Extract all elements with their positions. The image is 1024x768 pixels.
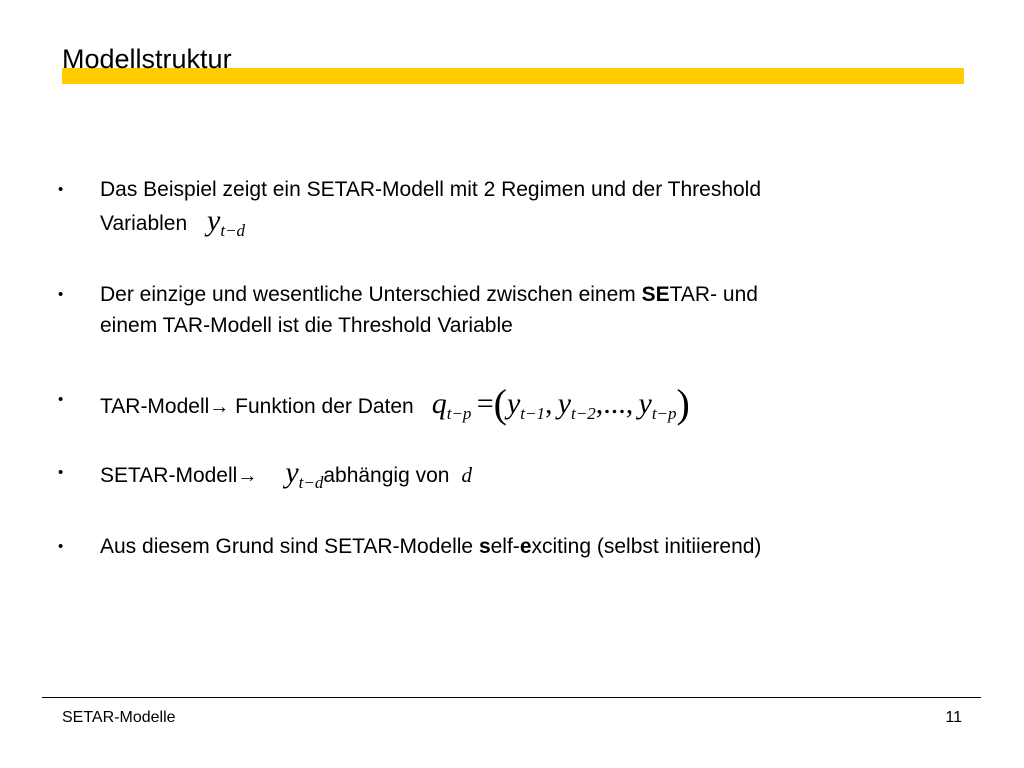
bullet-3-line-1: [100, 381, 940, 426]
bullet-2-line-2: einem TAR-Modell ist die Threshold Variable: [100, 314, 513, 337]
bullet-4-text-setar: SETAR-Modell: [100, 464, 238, 487]
formula-sub-t-2: t−2: [571, 404, 596, 423]
formula-sub-t-p-2: t−p: [651, 404, 677, 423]
bullet-5-text-a: Aus diesem Grund sind SETAR-Modelle: [100, 535, 479, 558]
bullet-3-text-tar: TAR-Modell: [100, 395, 210, 418]
formula-close-paren: ): [676, 381, 690, 426]
bullet-marker: •: [58, 538, 64, 555]
formula-var-y2: y: [557, 387, 572, 420]
footer-divider: [42, 697, 981, 698]
slide-title: Modellstruktur: [62, 44, 232, 74]
bullet-5-bold-s: s: [478, 535, 491, 558]
bullet-2-line-1: [100, 279, 940, 310]
arrow-right-icon: →: [209, 396, 230, 418]
bullet-2-text-a: Der einzige und wesentliche Unterschied zwischen einem: [100, 283, 642, 306]
formula-var-y: y: [285, 456, 299, 489]
bullet-5-text-b: elf-: [490, 535, 520, 558]
formula-sub-t-p: t−p: [446, 404, 472, 423]
formula-comma: ,: [544, 387, 553, 420]
formula-ellipsis: ,...,: [595, 387, 634, 420]
bullet-marker: •: [58, 391, 64, 408]
bullet-4-text-abhaengig: abhängig von: [323, 464, 450, 487]
bullet-5-bold-e: e: [519, 535, 532, 558]
bullet-text: [100, 531, 940, 562]
bullet-marker: •: [58, 464, 64, 481]
bullet-5-text-c: xciting (selbst initiierend): [531, 535, 762, 558]
formula-var-yp: y: [638, 387, 652, 420]
formula-q-t-p: [431, 381, 690, 426]
footer-title: SETAR-Modelle: [62, 709, 176, 726]
formula-equals: =: [476, 387, 494, 420]
bullet-text: [100, 381, 940, 426]
formula-sub-t-d: t−d: [220, 221, 246, 240]
formula-var-d: d: [461, 463, 472, 487]
arrow-right-icon: →: [237, 465, 258, 487]
bullet-2-bold-se: SE: [641, 283, 670, 306]
bullet-4-line-1: [100, 456, 940, 492]
formula-var-y1: y: [506, 387, 521, 420]
bullet-1-text-variablen: Variablen: [100, 212, 188, 235]
bullet-2-text-b: TAR- und: [669, 283, 758, 306]
bullet-3-text-funktion: Funktion der Daten: [229, 395, 414, 418]
formula-sub-t-1: t−1: [520, 404, 545, 423]
formula-open-paren: (: [493, 381, 507, 426]
formula-var-q: q: [431, 387, 447, 420]
bullet-1-line-1: Das Beispiel zeigt ein SETAR-Modell mit 2 Regimen und der Threshold: [100, 178, 762, 201]
bullet-marker: •: [58, 286, 64, 303]
bullet-text: [100, 279, 940, 341]
formula-y-t-d: [207, 204, 246, 240]
page-number: 11: [945, 709, 962, 726]
bullet-marker: •: [58, 181, 64, 198]
bullet-text: [100, 174, 940, 240]
formula-sub-t-d: t−d: [298, 473, 324, 492]
bullet-1-line-2: [100, 204, 940, 240]
bullet-5-line-1: [100, 531, 940, 562]
formula-var-y: y: [207, 204, 221, 237]
bullet-text: [100, 456, 940, 492]
formula-y-t-d-2: [285, 456, 324, 492]
